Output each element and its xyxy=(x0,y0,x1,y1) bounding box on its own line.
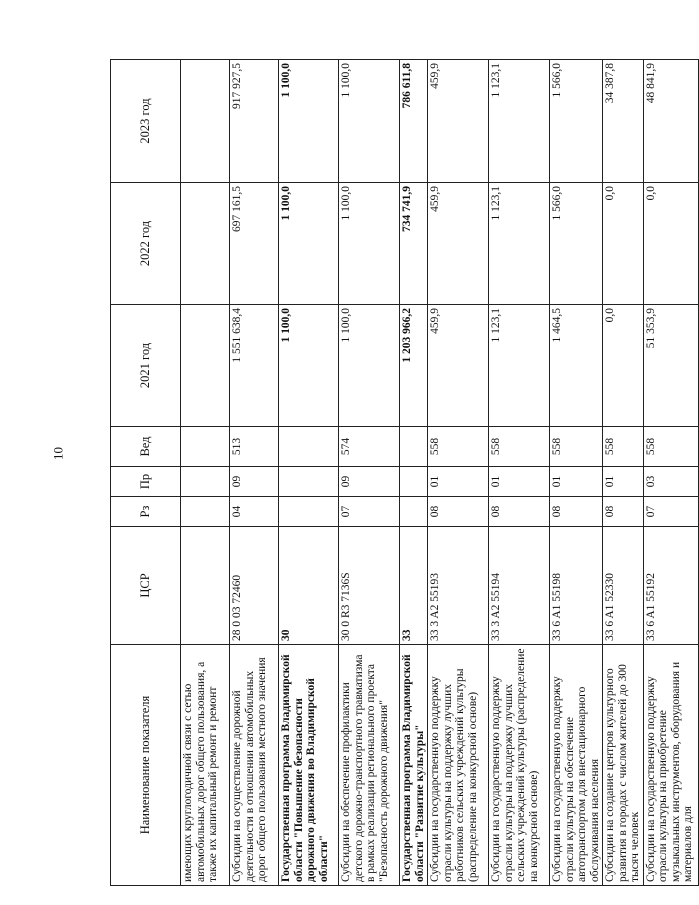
cell-y2021: 459,9 xyxy=(428,305,489,427)
cell-csr: 33 3 A2 55194 xyxy=(489,527,550,645)
cell-y2022: 1 123,1 xyxy=(489,183,550,305)
table-row xyxy=(279,60,339,886)
cell-y2023: 1 123,1 xyxy=(489,60,550,183)
cell-ved xyxy=(181,427,230,467)
cell-y2021: 1 123,1 xyxy=(489,305,550,427)
cell-y2022: 1 100,0 xyxy=(279,183,339,305)
header-2023: 2023 год xyxy=(111,60,181,183)
cell-y2021: 1 100,0 xyxy=(339,305,400,427)
cell-ved: 558 xyxy=(428,427,489,467)
cell-pr xyxy=(400,467,428,497)
cell-name: Государственная программа Владимирской области "Развитие культуры" xyxy=(400,645,428,886)
cell-ved: 574 xyxy=(339,427,400,467)
cell-y2022: 697 161,5 xyxy=(230,183,279,305)
cell-y2023: 1 100,0 xyxy=(339,60,400,183)
table-row xyxy=(550,60,603,886)
cell-rz: 04 xyxy=(230,497,279,527)
cell-csr: 33 6 A1 52330 xyxy=(603,527,644,645)
cell-pr: 01 xyxy=(550,467,603,497)
cell-y2022: 459,9 xyxy=(428,183,489,305)
table-row xyxy=(489,60,550,886)
cell-y2021: 0,0 xyxy=(603,305,644,427)
cell-name: Государственная программа Владимирской области "Повышение безопасности дорожного движения во Владимирской области" xyxy=(279,645,339,886)
cell-y2021: 1 551 638,4 xyxy=(230,305,279,427)
table-row xyxy=(643,60,698,886)
cell-y2023: 459,9 xyxy=(428,60,489,183)
cell-rz xyxy=(181,497,230,527)
header-rz: Рз xyxy=(111,497,181,527)
cell-name: Субсидии на государственную поддержку отрасли культуры на приобретение музыкальных инструментов, оборудования и материалов для xyxy=(643,645,698,886)
cell-csr: 28 0 03 72460 xyxy=(230,527,279,645)
cell-pr: 01 xyxy=(489,467,550,497)
cell-name: Субсидии на государственную поддержку отрасли культуры на обеспечение автотранспортом для внестационарного обслуживания населения xyxy=(550,645,603,886)
cell-y2021: 51 353,9 xyxy=(643,305,698,427)
cell-y2023: 48 841,9 xyxy=(643,60,698,183)
cell-csr: 33 3 A2 55193 xyxy=(428,527,489,645)
cell-csr xyxy=(181,527,230,645)
cell-name: Субсидии на осуществление дорожной деятельности в отношении автомобильных дорог общего пользования местного значения xyxy=(230,645,279,886)
cell-y2021: 1 203 966,2 xyxy=(400,305,428,427)
cell-y2022: 1 566,0 xyxy=(550,183,603,305)
cell-name: Субсидии на создание центров культурного развития в городах с числом жителей до 300 тысяч человек xyxy=(603,645,644,886)
header-csr: ЦСР xyxy=(111,527,181,645)
cell-ved xyxy=(400,427,428,467)
cell-rz: 07 xyxy=(643,497,698,527)
cell-pr: 01 xyxy=(428,467,489,497)
table-row xyxy=(181,60,230,886)
page-number: 10 xyxy=(50,447,66,460)
cell-name: Субсидии на государственную поддержку отрасли культуры на поддержку лучших сельских учреждений культуры (распределение на конкурсной основе) xyxy=(489,645,550,886)
cell-rz: 07 xyxy=(339,497,400,527)
cell-name: Субсидии на государственную поддержку отрасли культуры на поддержку лучших работников сельских учреждений культуры (распределение на конкурсной основе) xyxy=(428,645,489,886)
cell-y2021 xyxy=(181,305,230,427)
cell-ved xyxy=(279,427,339,467)
header-ved: Вед xyxy=(111,427,181,467)
table-body xyxy=(181,60,699,886)
cell-pr: 01 xyxy=(603,467,644,497)
cell-rz: 08 xyxy=(603,497,644,527)
cell-csr: 30 0 R3 7136S xyxy=(339,527,400,645)
header-2021: 2021 год xyxy=(111,305,181,427)
cell-rz: 08 xyxy=(550,497,603,527)
cell-pr: 03 xyxy=(643,467,698,497)
cell-ved: 513 xyxy=(230,427,279,467)
cell-y2022: 0,0 xyxy=(603,183,644,305)
cell-csr: 33 6 A1 55198 xyxy=(550,527,603,645)
header-pr: Пр xyxy=(111,467,181,497)
cell-name: Субсидии на обеспечение профилактики детского дорожно-транспортного травматизма в рамках реализации регионального проекта "Безопасность дорожного движения" xyxy=(339,645,400,886)
cell-y2022: 0,0 xyxy=(643,183,698,305)
cell-y2023: 917 927,5 xyxy=(230,60,279,183)
header-name: Наименование показателя xyxy=(111,645,181,886)
cell-y2021: 1 464,5 xyxy=(550,305,603,427)
cell-y2023 xyxy=(181,60,230,183)
table-row xyxy=(339,60,400,886)
cell-pr: 09 xyxy=(230,467,279,497)
cell-pr xyxy=(279,467,339,497)
cell-y2023: 786 611,8 xyxy=(400,60,428,183)
cell-csr: 33 6 A1 55192 xyxy=(643,527,698,645)
cell-ved: 558 xyxy=(643,427,698,467)
cell-y2023: 1 566,0 xyxy=(550,60,603,183)
budget-table xyxy=(110,59,699,886)
cell-y2023: 34 387,8 xyxy=(603,60,644,183)
table-row xyxy=(400,60,428,886)
cell-rz xyxy=(279,497,339,527)
cell-csr: 30 xyxy=(279,527,339,645)
rotated-table-wrapper xyxy=(110,60,694,886)
table-row xyxy=(230,60,279,886)
cell-pr xyxy=(181,467,230,497)
table-row xyxy=(428,60,489,886)
cell-y2022: 734 741,9 xyxy=(400,183,428,305)
cell-rz: 08 xyxy=(428,497,489,527)
cell-ved: 558 xyxy=(603,427,644,467)
table-row xyxy=(603,60,644,886)
cell-pr: 09 xyxy=(339,467,400,497)
table-header-row xyxy=(111,60,181,886)
cell-ved: 558 xyxy=(489,427,550,467)
cell-rz xyxy=(400,497,428,527)
cell-csr: 33 xyxy=(400,527,428,645)
cell-y2021: 1 100,0 xyxy=(279,305,339,427)
cell-y2022 xyxy=(181,183,230,305)
header-2022: 2022 год xyxy=(111,183,181,305)
cell-y2022: 1 100,0 xyxy=(339,183,400,305)
cell-name: имеющих круглогодичной связи с сетью автомобильных дорог общего пользования, а также их капитальный ремонт и ремонт xyxy=(181,645,230,886)
cell-rz: 08 xyxy=(489,497,550,527)
cell-y2023: 1 100,0 xyxy=(279,60,339,183)
cell-ved: 558 xyxy=(550,427,603,467)
